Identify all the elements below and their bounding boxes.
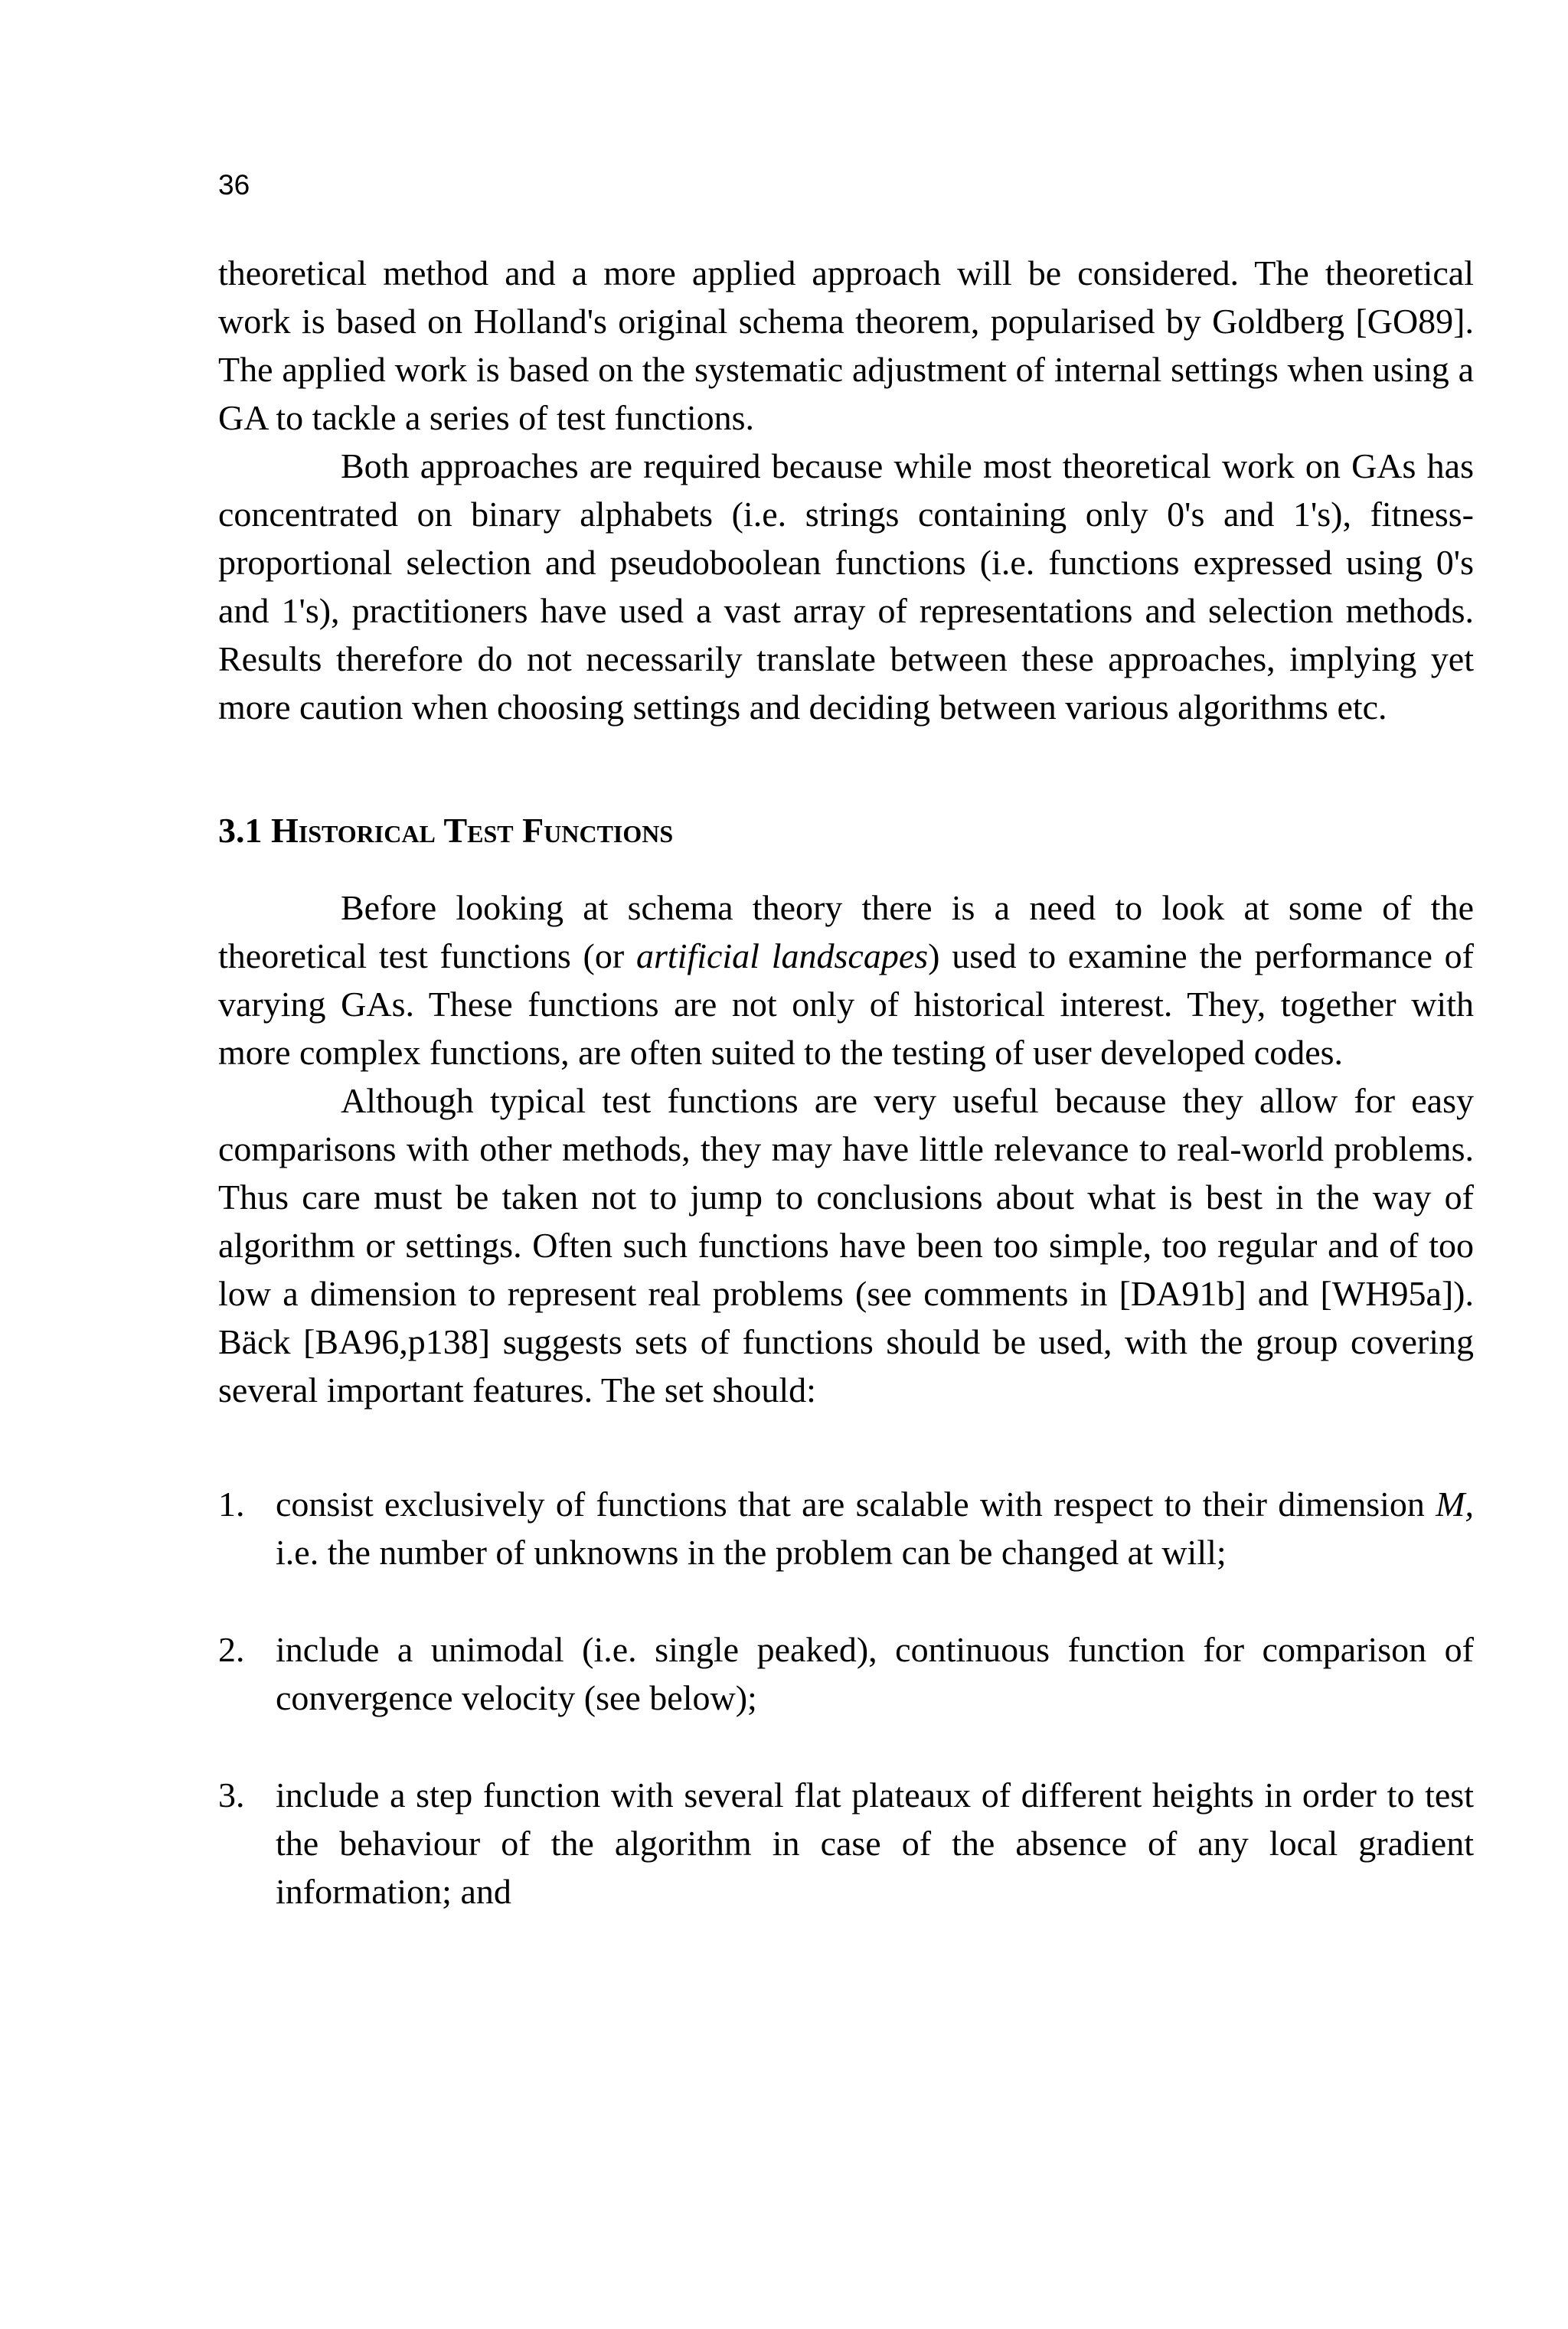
list-item-text: include a unimodal (i.e. single peaked), continuous function for comparison of convergence velocity (see below);	[276, 1630, 1474, 1717]
list-item-text: include a step function with several flat plateaux of different heights in order to test the behaviour of the algorithm in case of the absence of any local gradient information; and	[276, 1775, 1474, 1911]
page-number: 36	[218, 169, 250, 201]
list-item	[218, 1771, 1474, 1916]
page-body	[218, 249, 1474, 1965]
list-item-number: 3.	[218, 1775, 245, 1815]
section-paragraph-1-italic: artificial landscapes	[635, 936, 929, 975]
intro-paragraph-2: Both approaches are required because while most theoretical work on GAs has concentrated on binary alphabets (i.e. strings containing only 0's and 1's), fitness-proportional selection and pseudoboolean functions (i.e. functions expressed using 0's and 1's), practitioners have used a vast array of representations and selection methods. Results therefore do not necessarily translate between these approaches, implying yet more caution when choosing settings and deciding between various algorithms etc.	[218, 446, 1474, 727]
section-paragraph-1-text-a: Before looking at schema theory there is a need to look at some of the theoretical test functions (or	[218, 888, 1474, 975]
test-function-criteria-list	[218, 1480, 1474, 1916]
list-item-text-b: i.e. the number of unknowns in the problem can be changed at will;	[276, 1533, 1227, 1572]
list-item-number: 2.	[218, 1630, 245, 1669]
list-item-number: 1.	[218, 1485, 245, 1524]
list-item	[218, 1480, 1474, 1576]
intro-paragraph-1: theoretical method and a more applied approach will be considered. The theoretical work is based on Holland's original schema theorem, popularised by Goldberg [GO89]. The applied work is based on the systematic adjustment of internal settings when using a GA to tackle a series of test functions.	[218, 253, 1474, 437]
list-item-text-a: consist exclusively of functions that are scalable with respect to their dimension	[276, 1485, 1436, 1524]
section-paragraph-1	[218, 884, 1474, 1076]
section-title: Historical Test Functions	[271, 811, 674, 850]
list-item	[218, 1625, 1474, 1722]
list-item-italic: M,	[1436, 1485, 1474, 1524]
section-paragraph-2: Although typical test functions are very useful because they allow for easy comparisons with other methods, they may have little relevance to real-world problems. Thus care must be taken not to jump to conclusions about what is best in the way of algorithm or settings. Often such functions have been too simple, too regular and of too low a dimension to represent real problems (see comments in [DA91b] and [WH95a]). Bäck [BA96,p138] suggests sets of functions should be used, with the group covering several important features. The set should:	[218, 1081, 1474, 1409]
section-number: 3.1	[218, 811, 263, 850]
section-paragraph-1-text-b: ) used to examine the performance of varying GAs. These functions are not only of historical interest. They, together with more complex functions, are often suited to the testing of user developed codes.	[218, 936, 1474, 1072]
section-heading	[218, 806, 1474, 854]
